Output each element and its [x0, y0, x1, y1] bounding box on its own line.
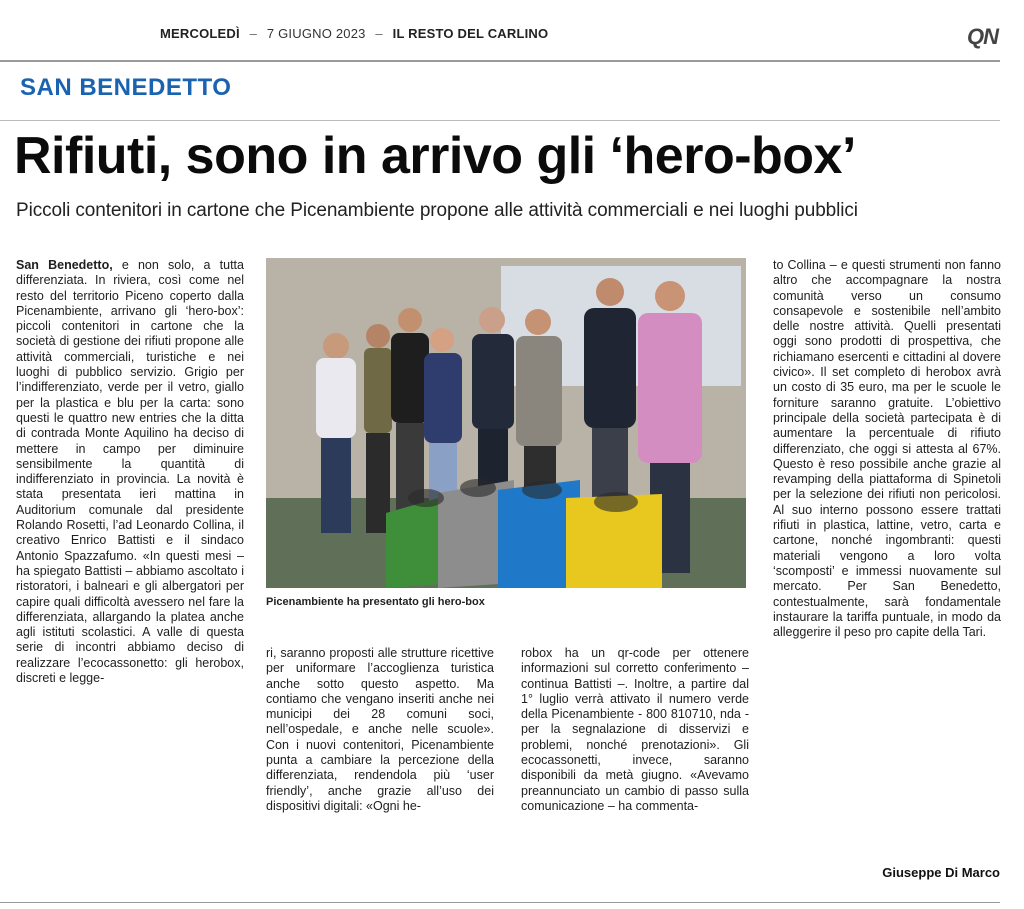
- section-label: SAN BENEDETTO: [20, 74, 232, 101]
- byline: Giuseppe Di Marco: [882, 865, 1000, 880]
- masthead-separator-2: –: [375, 26, 383, 41]
- bin-opening: [460, 479, 496, 497]
- section-rule: [0, 120, 1000, 121]
- article-column-2: ri, saranno proposti alle strutture ricettive per uniformare l’accoglienza turistica anche sotto questo aspetto. Ma contiamo che vengano inseriti anche nei municipi dei 28 comuni soci, nell’ospedale, e anche nelle scuole». Con i nuovi contenitori, Picenambiente punta a cambiare la percezione della differenziata, rendendola più ‘user friendly’, anche grazie all’uso dei dispositivi digitali: «Ogni he-: [266, 646, 494, 813]
- newspaper-name: IL RESTO DEL CARLINO: [392, 26, 549, 41]
- bottom-rule: [0, 902, 1000, 903]
- bin-opening: [408, 489, 444, 507]
- bin-opening: [594, 492, 638, 512]
- article-column-1-text: e non solo, a tutta differenziata. In riviera, così come nel resto del territorio Piceno coperto dalla Picenambiente, arrivano gli ‘hero-box’: piccoli contenitori in cartone che la società di gestione dei rifiuti propone alle attività commerciali, turistiche e nei luoghi di pubblico servizio. Grigio per l’indifferenziato, verde per il vetro, giallo per la plastica e blu per la carta: sono questi le quattro new entries che la ditta di contrada Monte Aquilino ha deciso di mettere in campo per diminuire sensibilmente la quantità di indifferenziato in provincia. La novità è stata presentata ieri mattina in Auditorium comunale dal presidente Rolando Rosetti, l’ad Leonardo Collina, il creativo Enrico Battisti e il sindaco Antonio Spazzafumo. «In questi mesi – ha spiegato Battisti – abbiamo ascoltato i ristoratori, i balneari e gli albergatori per capire quali difficoltà avessero nel fare la differenziata, allargando la platea anche agli istituti scolastici. A valle di questa serie di incontri abbiamo deciso di realizzare l’ecocassonetto: gli herobox, discreti e legge-: [16, 258, 244, 686]
- top-rule: [0, 60, 1000, 62]
- photo-illustration: [266, 258, 746, 588]
- masthead-separator: –: [249, 26, 258, 41]
- article-column-4: to Collina – e questi strumenti non fanno altro che accompagnare la nostra comunità verso un consumo consapevole e sostenibile nell’ambito delle nostre attività. Quelli presentati oggi sono prodotti di prospettiva, che richiamano esercenti e cittadini al dovere civico». Il set completo di herobox avrà un costo di 35 euro, ma per le scuole le forniture saranno gratuite. L’obiettivo principale della società partecipata è di aumentare la percentuale di rifiuto differenziato, che oggi si attesta al 67%. Questo è reso possibile anche grazie al revamping della piattaforma di Spinetoli per la selezione dei rifiuti non pericolosi. Al suo interno possono essere trattati rifiuti in plastica, lattine, vetro, carta e cartone, nonché ingombranti: questi materiali vengono a loro volta ‘scomposti’ e immessi nuovamente sul mercato. Per San Benedetto, contestualmente, sarà fondamentale instaurare la tariffa puntuale, in modo da alleggerire il peso pro capite della Tari.: [773, 258, 1001, 640]
- masthead-date: 7 GIUGNO 2023: [266, 26, 366, 41]
- masthead-line: [160, 26, 548, 41]
- article-column-3: robox ha un qr-code per ottenere informazioni sul corretto conferimento – continua Battisti –. Inoltre, a partire dal 1° luglio verrà attivato il numero verde della Picenambiente - 800 810710, nda - per la segnalazione di disservizi e problemi, nonché prenotazioni». Gli ecocassonetti, invece, saranno disponibili da metà giugno. «Avevamo preannunciato un cambio di passo sulla comunicazione – ha commenta-: [521, 646, 749, 813]
- article-photo: [266, 258, 746, 588]
- masthead: [0, 0, 1024, 62]
- headline: Rifiuti, sono in arrivo gli ‘hero-box’: [14, 127, 856, 185]
- hero-box-row: [386, 479, 662, 588]
- masthead-day: MERCOLEDÌ: [160, 26, 240, 41]
- photo-caption: Picenambiente ha presentato gli hero-box: [266, 596, 485, 608]
- bin-opening: [522, 481, 562, 499]
- subheadline: Piccoli contenitori in cartone che Picenambiente propone alle attività commerciali e nei luoghi pubblici: [16, 200, 858, 221]
- article-column-1: [16, 258, 244, 883]
- qn-logo: QN: [967, 24, 998, 49]
- dateline: San Benedetto,: [16, 258, 113, 272]
